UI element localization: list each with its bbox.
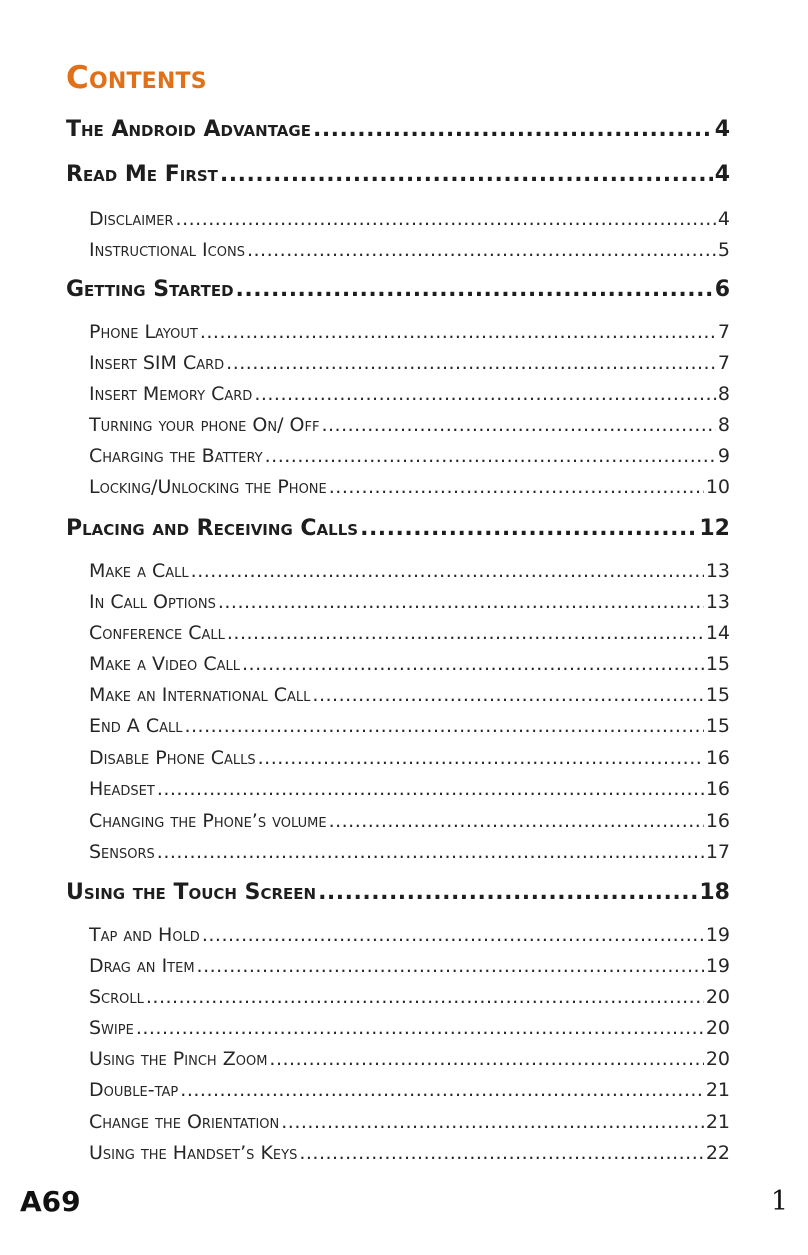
toc-item-label: Headset (89, 778, 155, 800)
toc-item-page: 13 (705, 560, 730, 582)
toc-item-page: 10 (705, 476, 730, 498)
toc-item-page: 9 (717, 445, 730, 467)
toc-item-page: 15 (705, 653, 730, 675)
toc-item[interactable] (89, 986, 730, 1008)
leader-dots (220, 162, 713, 187)
toc-item[interactable] (89, 560, 730, 582)
leader-dots (136, 1017, 704, 1039)
toc-section-label: The Android Advantage (66, 117, 311, 142)
toc-item-page: 14 (705, 622, 730, 644)
toc-section-page: 4 (714, 117, 730, 142)
toc-item[interactable] (89, 622, 730, 644)
leader-dots (226, 352, 716, 374)
leader-dots (242, 653, 704, 675)
model-name: A69 (20, 1185, 81, 1218)
leader-dots (313, 117, 713, 142)
leader-dots (329, 476, 704, 498)
toc-item-label: Changing the Phone’s volume (89, 810, 327, 832)
leader-dots (269, 1048, 703, 1070)
toc-item-page: 8 (717, 414, 730, 436)
leader-dots (236, 277, 713, 302)
toc-item-page: 22 (705, 1142, 730, 1164)
toc-item-label: Make an International Call (89, 684, 311, 706)
toc-item-label: Instructional Icons (89, 239, 245, 261)
toc-item[interactable] (89, 715, 730, 737)
leader-dots (360, 516, 697, 541)
toc-item[interactable] (89, 383, 730, 405)
toc-item[interactable] (89, 321, 730, 343)
toc-item-page: 16 (705, 810, 730, 832)
toc-item-label: Change the Orientation (89, 1111, 280, 1133)
toc-item-label: Insert SIM Card (89, 352, 225, 374)
toc-item[interactable] (89, 1079, 730, 1101)
page-title: Contents (66, 60, 207, 96)
toc-item-label: Charging the Battery (89, 445, 263, 467)
leader-dots (157, 778, 704, 800)
leader-dots (176, 208, 716, 230)
toc-item-label: Disclaimer (89, 208, 174, 230)
leader-dots (191, 560, 704, 582)
toc-item[interactable] (89, 352, 730, 374)
toc-item-page: 13 (705, 591, 730, 613)
toc-item[interactable] (89, 476, 730, 498)
toc-item-page: 21 (705, 1111, 730, 1133)
leader-dots (281, 1111, 704, 1133)
toc-item[interactable] (89, 684, 730, 706)
toc-item[interactable] (89, 1142, 730, 1164)
toc-item-label: Double-tap (89, 1079, 179, 1101)
toc-item-label: Disable Phone Calls (89, 747, 256, 769)
leader-dots (202, 924, 704, 946)
toc-item-label: End A Call (89, 715, 183, 737)
toc-item-page: 21 (705, 1079, 730, 1101)
toc-item-label: Locking/Unlocking the Phone (89, 476, 327, 498)
toc-item-page: 5 (717, 239, 730, 261)
toc-item-label: Sensors (89, 841, 155, 863)
toc-item-label: Swipe (89, 1017, 134, 1039)
toc-section[interactable] (66, 880, 730, 905)
leader-dots (146, 986, 704, 1008)
toc-item-label: Tap and Hold (89, 924, 200, 946)
toc-item[interactable] (89, 924, 730, 946)
toc-section[interactable] (66, 277, 730, 302)
leader-dots (329, 810, 704, 832)
toc-item[interactable] (89, 841, 730, 863)
leader-dots (157, 841, 704, 863)
toc-item[interactable] (89, 1048, 730, 1070)
toc-item[interactable] (89, 591, 730, 613)
toc-item[interactable] (89, 955, 730, 977)
toc-section-page: 18 (699, 880, 730, 905)
toc-item-label: Make a Call (89, 560, 189, 582)
leader-dots (184, 715, 703, 737)
leader-dots (265, 445, 716, 467)
toc-item-label: Make a Video Call (89, 653, 240, 675)
toc-item-page: 7 (717, 321, 730, 343)
toc-item-page: 8 (717, 383, 730, 405)
toc-item-page: 19 (705, 924, 730, 946)
toc-item-label: Insert Memory Card (89, 383, 253, 405)
toc-item[interactable] (89, 1017, 730, 1039)
leader-dots (321, 414, 715, 436)
leader-dots (197, 955, 704, 977)
toc-item-label: Phone Layout (89, 321, 198, 343)
toc-item-page: 20 (705, 1017, 730, 1039)
page-number: 1 (770, 1186, 788, 1217)
leader-dots (227, 622, 704, 644)
leader-dots (299, 1142, 703, 1164)
toc-item[interactable] (89, 778, 730, 800)
toc-item[interactable] (89, 810, 730, 832)
toc-item[interactable] (89, 1111, 730, 1133)
toc-item[interactable] (89, 414, 730, 436)
toc-item-label: Using the Pinch Zoom (89, 1048, 268, 1070)
toc-item-page: 16 (705, 747, 730, 769)
leader-dots (254, 383, 716, 405)
toc-item[interactable] (89, 239, 730, 261)
toc-item-page: 7 (717, 352, 730, 374)
leader-dots (318, 880, 697, 905)
toc-section-page: 12 (699, 516, 730, 541)
toc-item[interactable] (89, 747, 730, 769)
toc-section-label: Using the Touch Screen (66, 880, 317, 905)
leader-dots (247, 239, 716, 261)
toc-item-label: Conference Call (89, 622, 225, 644)
toc-item-label: Scroll (89, 986, 144, 1008)
toc-item-page: 16 (705, 778, 730, 800)
toc-section-page: 4 (714, 162, 730, 187)
toc-item-page: 20 (705, 1048, 730, 1070)
toc-item[interactable] (89, 445, 730, 467)
toc-item-page: 19 (705, 955, 730, 977)
toc-section[interactable] (66, 117, 730, 142)
toc-item-page: 17 (705, 841, 730, 863)
toc-section[interactable] (66, 516, 730, 541)
toc-item-label: Drag an Item (89, 955, 195, 977)
toc-item[interactable] (89, 208, 730, 230)
toc-item-label: In Call Options (89, 591, 216, 613)
leader-dots (312, 684, 703, 706)
toc-section-label: Getting Started (66, 277, 234, 302)
toc-item-page: 20 (705, 986, 730, 1008)
leader-dots (218, 591, 704, 613)
toc-item-page: 15 (705, 715, 730, 737)
toc-item-page: 4 (717, 208, 730, 230)
leader-dots (258, 747, 704, 769)
toc-item[interactable] (89, 653, 730, 675)
toc-item-label: Turning your phone On/ Off (89, 414, 320, 436)
toc-section-label: Read Me First (66, 162, 218, 187)
toc-item-page: 15 (705, 684, 730, 706)
toc-section-page: 6 (714, 277, 730, 302)
leader-dots (180, 1079, 704, 1101)
toc-section-label: Placing and Receiving Calls (66, 516, 359, 541)
leader-dots (200, 321, 716, 343)
toc-item-label: Using the Handset’s Keys (89, 1142, 298, 1164)
toc-section[interactable] (66, 162, 730, 187)
